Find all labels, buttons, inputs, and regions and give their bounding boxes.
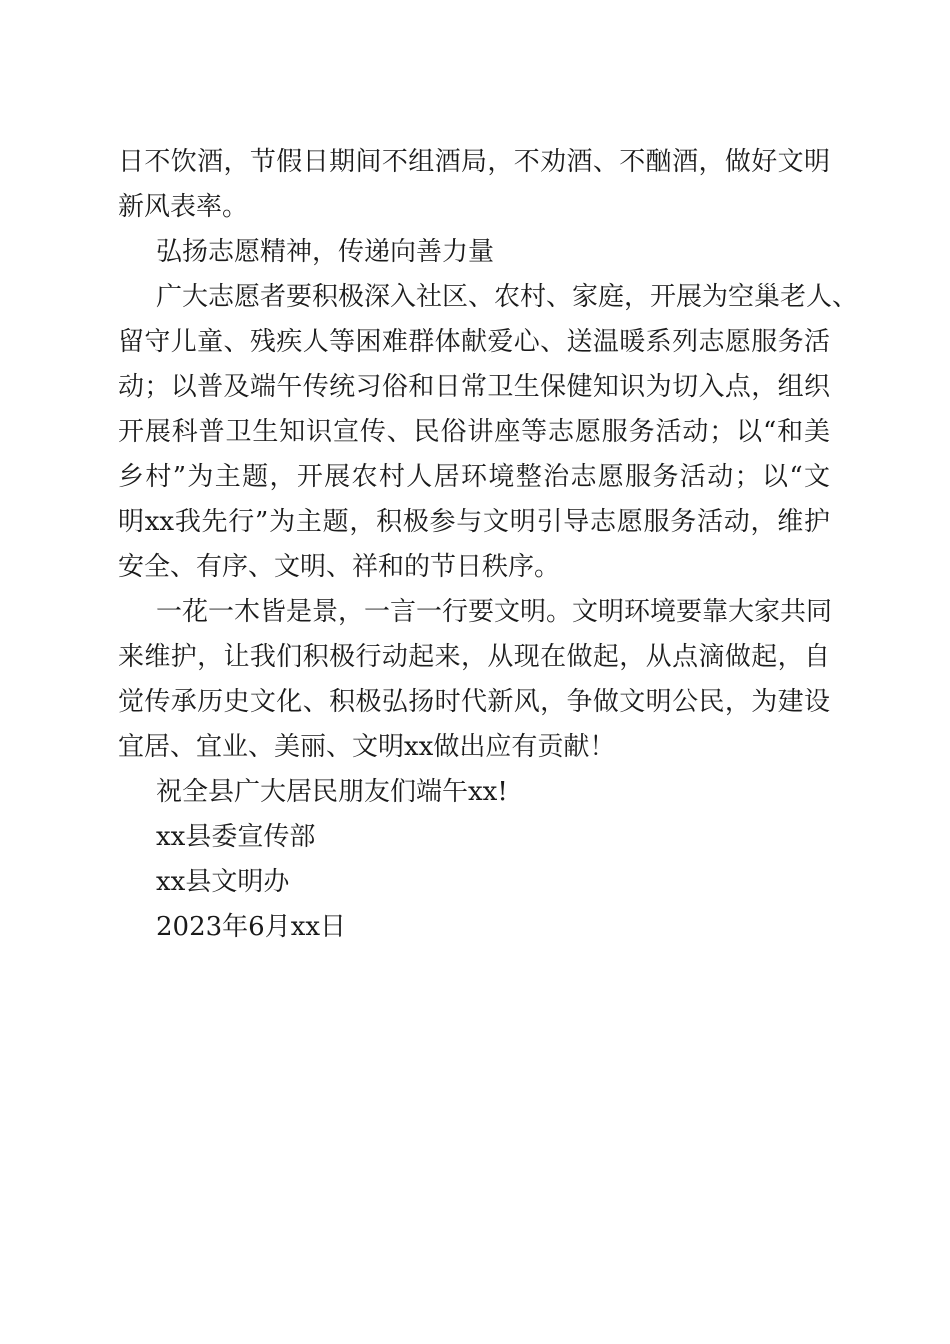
paragraph-line: 安全、有序、文明、祥和的节日秩序。: [118, 552, 561, 582]
paragraph-line: 宜居、宜业、美丽、文明xx做出应有贡献！: [118, 732, 616, 762]
paragraph-line: 新风表率。: [118, 192, 249, 222]
paragraph-line: 明xx我先行”为主题，积极参与文明引导志愿服务活动，维护: [118, 507, 830, 537]
signature-organization: xx县委宣传部: [156, 822, 316, 852]
section-heading: 弘扬志愿精神，传递向善力量: [156, 237, 495, 267]
paragraph-line: 一花一木皆是景，一言一行要文明。文明环境要靠大家共同: [156, 597, 833, 627]
paragraph-line: 留守儿童、残疾人等困难群体献爱心、送温暖系列志愿服务活: [118, 327, 830, 357]
paragraph-line: 开展科普卫生知识宣传、民俗讲座等志愿服务活动；以“和美: [118, 417, 830, 447]
paragraph-line: 广大志愿者要积极深入社区、农村、家庭，开展为空巢老人、: [156, 282, 859, 312]
paragraph-line: 觉传承历史文化、积极弘扬时代新风，争做文明公民，为建设: [118, 687, 830, 717]
paragraph-line: 动；以普及端午传统习俗和日常卫生保健知识为切入点，组织: [118, 372, 830, 402]
signature-organization: xx县文明办: [156, 867, 290, 897]
greeting-line: 祝全县广大居民朋友们端午xx!: [156, 777, 508, 807]
signature-date: 2023年6月xx日: [156, 912, 347, 942]
document-body: [118, 140, 859, 950]
paragraph-line: 日不饮酒，节假日期间不组酒局，不劝酒、不酗酒，做好文明: [118, 147, 830, 177]
paragraph-line: 乡村”为主题，开展农村人居环境整治志愿服务活动；以“文: [118, 462, 830, 492]
paragraph-line: 来维护，让我们积极行动起来，从现在做起，从点滴做起，自: [118, 642, 830, 672]
